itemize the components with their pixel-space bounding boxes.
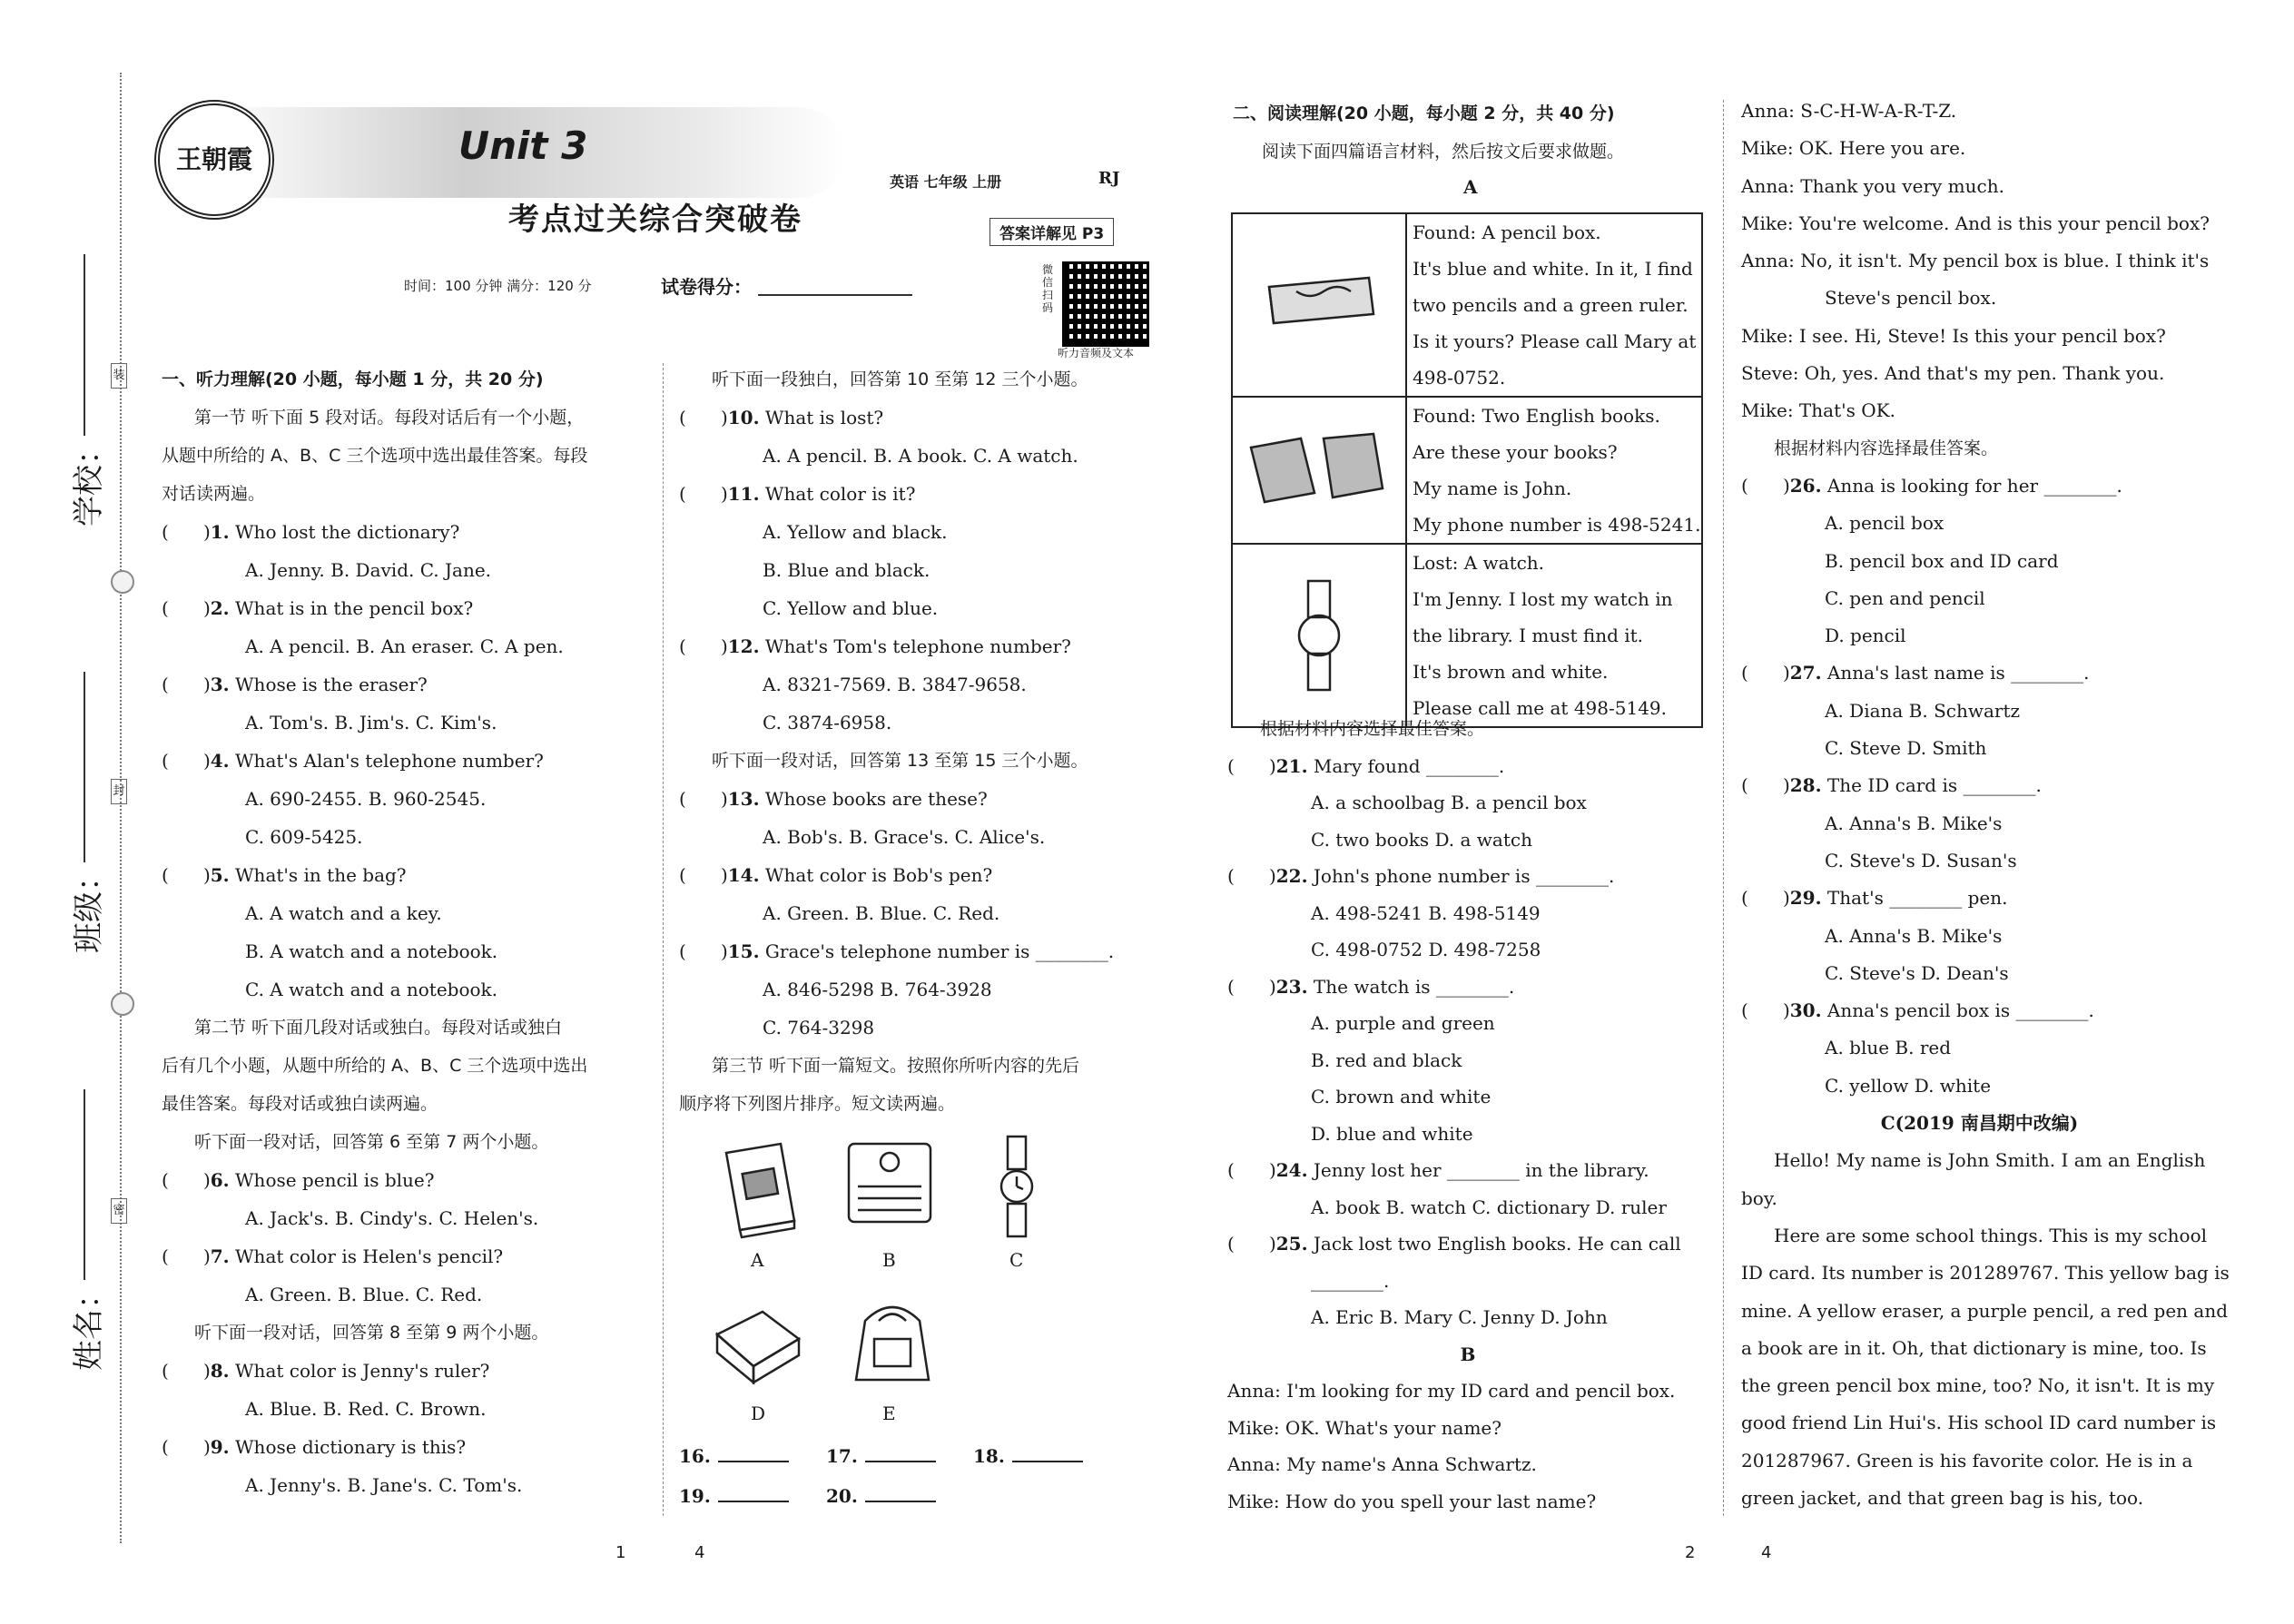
q5-option-c: C. A watch and a notebook.	[245, 979, 498, 1000]
binding-dotted-line	[120, 73, 122, 1543]
s1-intro-1: 第一节 听下面 5 段对话。每段对话后有一个小题，	[194, 408, 585, 428]
q11-option-b: B. Blue and black.	[763, 559, 930, 581]
class-label: 班级：	[71, 861, 107, 953]
b-dialogue-5: Anna: S-C-H-W-A-R-T-Z.	[1741, 100, 1957, 122]
q2-options: A. A pencil. B. An eraser. C. A pen.	[245, 635, 564, 657]
grade-info: 英语 七年级 上册	[890, 173, 1002, 191]
q30-options-1: A. blue B. red	[1825, 1037, 1952, 1059]
question-5: ( )5. What's in the bag?	[162, 864, 407, 886]
notice-1-line-2: It's blue and white. In it, I find	[1413, 258, 1693, 280]
question-8: ( )8. What color is Jenny's ruler?	[162, 1360, 490, 1382]
school-line	[84, 254, 85, 436]
picture-label-b: B	[882, 1249, 896, 1271]
notice-2-line-4: My phone number is 498-5241.	[1413, 514, 1701, 536]
q21-options-1: A. a schoolbag B. a pencil box	[1311, 792, 1587, 813]
q30-options-2: C. yellow D. white	[1825, 1074, 1992, 1097]
c-paragraph-line-2: boy.	[1741, 1186, 1777, 1209]
s2-dialogue-2: 听下面一段对话，回答第 8 至第 9 两个小题。	[194, 1323, 549, 1343]
column-1	[162, 360, 647, 1504]
qr-bottom-caption: 听力音频及文本	[1058, 347, 1135, 359]
question-26: ( )26. Anna is looking for her ________.	[1741, 474, 2122, 497]
notice-3-line-4: It's brown and white.	[1413, 661, 1609, 683]
q23-option-b: B. red and black	[1311, 1048, 1462, 1071]
notice-2-text	[1406, 397, 1702, 544]
s3-intro-1: 第三节 听下面一篇短文。按照你所听内容的先后	[712, 1056, 1080, 1076]
passage-c-title: C(2019 南昌期中改编)	[1880, 1112, 2079, 1135]
question-7: ( )7. What color is Helen's pencil?	[162, 1245, 504, 1267]
binding-box-3: 密	[111, 1198, 127, 1224]
column-separator-3	[1723, 100, 1724, 1516]
notice-2-line-1: Found: Two English books.	[1413, 405, 1660, 427]
b-dialogue-6: Mike: OK. Here you are.	[1741, 137, 1966, 160]
question-6: ( )6. Whose pencil is blue?	[162, 1169, 435, 1191]
question-10: ( )10. What is lost?	[679, 407, 884, 428]
b-dialogue-2: Mike: OK. What's your name?	[1227, 1416, 1501, 1439]
q5-option-b: B. A watch and a notebook.	[245, 940, 498, 962]
a-instruction: 根据材料内容选择最佳答案。	[1260, 719, 1485, 739]
notice-2-line-2: Are these your books?	[1413, 441, 1618, 463]
answer-blank-20[interactable]: 20.	[826, 1485, 936, 1507]
b-instruction: 根据材料内容选择最佳答案。	[1774, 438, 1999, 458]
q6-options: A. Jack's. B. Cindy's. C. Helen's.	[245, 1207, 539, 1229]
q21-options-2: C. two books D. a watch	[1311, 828, 1532, 851]
binding-box-2: 封	[111, 779, 127, 804]
q11-option-a: A. Yellow and black.	[763, 521, 948, 543]
answer-ref: 答案详解见 P3	[989, 218, 1114, 246]
picture-label-a: A	[751, 1249, 764, 1271]
answer-blank-18[interactable]: 18.	[973, 1445, 1083, 1467]
notice-3-line-5: Please call me at 498-5149.	[1413, 697, 1668, 719]
notice-2-line-3: My name is John.	[1413, 477, 1572, 499]
question-14: ( )14. What color is Bob's pen?	[679, 864, 993, 886]
q27-options-1: A. Diana B. Schwartz	[1825, 699, 2021, 722]
question-25: ( )25. Jack lost two English books. He can call	[1227, 1233, 1681, 1255]
question-12: ( )12. What's Tom's telephone number?	[679, 635, 1071, 657]
page-number-left-1: 1	[615, 1543, 626, 1562]
q7-options: A. Green. B. Blue. C. Red.	[245, 1284, 483, 1305]
notice-3-line-3: the library. I must find it.	[1413, 625, 1644, 646]
notice-2-image	[1232, 397, 1406, 544]
q29-options-1: A. Anna's B. Mike's	[1825, 924, 2003, 947]
s2-dialogue-3: 听下面一段对话，回答第 13 至第 15 三个小题。	[712, 751, 1088, 771]
q8-options: A. Blue. B. Red. C. Brown.	[245, 1398, 487, 1420]
q28-options-2: C. Steve's D. Susan's	[1825, 849, 2017, 871]
question-13: ( )13. Whose books are these?	[679, 788, 988, 810]
qr-side-caption: 微信扫码	[1042, 263, 1054, 314]
q12-options-2: C. 3874-6958.	[763, 712, 892, 733]
q25-options: A. Eric B. Mary C. Jenny D. John	[1311, 1306, 1608, 1328]
q25-continuation: ________.	[1311, 1269, 1390, 1292]
q9-options: A. Jenny's. B. Jane's. C. Tom's.	[245, 1474, 523, 1496]
question-27: ( )27. Anna's last name is ________.	[1741, 662, 2090, 684]
q26-option-a: A. pencil box	[1825, 512, 1944, 535]
notice-1-image	[1232, 213, 1406, 397]
page-number-right-1: 2	[1685, 1543, 1696, 1562]
question-29: ( )29. That's ________ pen.	[1741, 887, 2008, 910]
question-9: ( )9. Whose dictionary is this?	[162, 1436, 467, 1458]
class-line	[84, 672, 85, 862]
b-dialogue-12: Steve: Oh, yes. And that's my pen. Thank you.	[1741, 362, 2165, 385]
q5-option-a: A. A watch and a key.	[245, 902, 442, 924]
binding-seal-1	[111, 570, 134, 594]
q23-option-c: C. brown and white	[1311, 1086, 1492, 1107]
b-dialogue-10: Steve's pencil box.	[1825, 287, 1997, 310]
c-paragraph-line-4: ID card. Its number is 201289767. This yellow bag is	[1741, 1262, 2230, 1284]
picture-label-d: D	[751, 1403, 766, 1424]
question-3: ( )3. Whose is the eraser?	[162, 674, 428, 695]
c-paragraph-line-7: the green pencil box mine, too? No, it isn't. It is my	[1741, 1374, 2215, 1397]
page-number-right-2: 4	[1761, 1543, 1772, 1562]
q3-options: A. Tom's. B. Jim's. C. Kim's.	[245, 712, 497, 733]
qr-code	[1062, 261, 1149, 347]
watch-icon	[1233, 545, 1405, 717]
question-11: ( )11. What color is it?	[679, 483, 916, 505]
c-paragraph-line-8: good friend Lin Hui's. His school ID card number is	[1741, 1412, 2217, 1434]
question-30: ( )30. Anna's pencil box is ________.	[1741, 999, 2094, 1022]
notice-1-line-3: two pencils and a green ruler.	[1413, 294, 1689, 316]
picture-label-c: C	[1009, 1249, 1024, 1271]
notice-3-line-2: I'm Jenny. I lost my watch in	[1413, 588, 1673, 610]
question-21: ( )21. Mary found ________.	[1227, 754, 1505, 777]
answer-blank-16[interactable]: 16.	[679, 1445, 789, 1467]
page-number-left-2: 4	[694, 1543, 705, 1562]
picture-e-schoolbag-icon	[842, 1294, 942, 1389]
q13-options: A. Bob's. B. Grace's. C. Alice's.	[763, 826, 1046, 848]
c-paragraph-line-9: 201287967. Green is his favorite color. He is in a	[1741, 1449, 2193, 1471]
edition-badge: RJ	[1098, 169, 1120, 188]
q26-option-b: B. pencil box and ID card	[1825, 549, 2059, 572]
q28-options-1: A. Anna's B. Mike's	[1825, 812, 2003, 834]
s2-intro-1: 第二节 听下面几段对话或独白。每段对话或独白	[194, 1018, 563, 1038]
brand-logo	[154, 100, 274, 220]
name-label: 姓名：	[71, 1278, 107, 1371]
question-4: ( )4. What's Alan's telephone number?	[162, 750, 544, 772]
notice-1-line-4: Is it yours? Please call Mary at	[1413, 330, 1697, 352]
s1-intro-2: 从题中所给的 A、B、C 三个选项中选出最佳答案。每段	[162, 446, 588, 466]
part1-heading: 一、听力理解(20 小题，每小题 1 分，共 20 分)	[162, 369, 544, 389]
q26-option-c: C. pen and pencil	[1825, 586, 1985, 609]
brand-logo-text: 王朝霞	[175, 144, 252, 174]
b-dialogue-8: Mike: You're welcome. And is this your pencil box?	[1741, 212, 2210, 234]
s2-monologue: 听下面一段独白，回答第 10 至第 12 三个小题。	[712, 369, 1088, 389]
picture-b-id-card-icon	[844, 1137, 935, 1227]
part2-intro: 阅读下面四篇语言材料，然后按文后要求做题。	[1262, 142, 1625, 162]
q14-options: A. Green. B. Blue. C. Red.	[763, 902, 1000, 924]
passage-b-title: B	[1460, 1343, 1476, 1365]
question-2: ( )2. What is in the pencil box?	[162, 597, 474, 619]
q4-options-2: C. 609-5425.	[245, 826, 363, 848]
c-paragraph-line-3: Here are some school things. This is my school	[1774, 1224, 2208, 1246]
picture-d-dictionary-icon	[708, 1303, 803, 1389]
column-3	[1227, 711, 1708, 1520]
question-23: ( )23. The watch is ________.	[1227, 975, 1515, 998]
q10-options: A. A pencil. B. A book. C. A watch.	[763, 445, 1078, 467]
c-paragraph-line-1: Hello! My name is John Smith. I am an English	[1774, 1149, 2206, 1172]
score-label: 试卷得分：	[661, 276, 752, 298]
notice-1-text	[1406, 213, 1702, 397]
b-dialogue-13: Mike: That's OK.	[1741, 399, 1895, 422]
paper-subtitle: 考点过关综合突破卷	[508, 202, 802, 238]
question-15: ( )15. Grace's telephone number is ________.	[679, 940, 1115, 962]
q15-options-1: A. 846-5298 B. 764-3928	[763, 979, 992, 1000]
score-line	[758, 294, 912, 296]
question-24: ( )24. Jenny lost her ________ in the library.	[1227, 1159, 1649, 1181]
q15-options-2: C. 764-3298	[763, 1017, 875, 1038]
picture-a-book-icon	[713, 1139, 803, 1239]
answer-blank-19[interactable]: 19.	[679, 1485, 789, 1507]
b-dialogue-3: Anna: My name's Anna Schwartz.	[1227, 1453, 1537, 1475]
picture-c-watch-icon	[994, 1135, 1039, 1239]
question-1: ( )1. Who lost the dictionary?	[162, 521, 460, 543]
q27-options-2: C. Steve D. Smith	[1825, 737, 1987, 760]
c-paragraph-line-5: mine. A yellow eraser, a purple pencil, a red pen and	[1741, 1299, 2229, 1322]
q29-options-2: C. Steve's D. Dean's	[1825, 961, 2009, 984]
q22-options-2: C. 498-0752 D. 498-7258	[1311, 939, 1541, 960]
notice-table	[1231, 212, 1703, 728]
b-dialogue-9: Anna: No, it isn't. My pencil box is blue. I think it's	[1741, 250, 2210, 272]
unit-title: Unit 3	[458, 123, 588, 168]
b-dialogue-4: Mike: How do you spell your last name?	[1227, 1490, 1597, 1512]
q1-options: A. Jenny. B. David. C. Jane.	[245, 559, 492, 581]
school-label: 学校：	[71, 434, 107, 527]
c-paragraph-line-10: green jacket, and that green bag is his, too.	[1741, 1486, 2144, 1509]
column-2	[679, 360, 1151, 1123]
pencil-box-icon	[1233, 214, 1405, 387]
s3-intro-2: 顺序将下列图片排序。短文读两遍。	[679, 1094, 956, 1114]
binding-box-1: 装	[111, 363, 127, 389]
q22-options-1: A. 498-5241 B. 498-5149	[1311, 901, 1541, 924]
binding-seal-2	[111, 992, 134, 1016]
s2-intro-2: 后有几个小题，从题中所给的 A、B、C 三个选项中选出	[162, 1056, 588, 1076]
b-dialogue-1: Anna: I'm looking for my ID card and pencil box.	[1227, 1380, 1676, 1402]
column-4	[1741, 93, 2230, 1517]
notice-1-line-1: Found: A pencil box.	[1413, 221, 1601, 243]
picture-label-e: E	[882, 1403, 896, 1424]
s2-dialogue-1: 听下面一段对话，回答第 6 至第 7 两个小题。	[194, 1132, 549, 1152]
passage-a-title: A	[1463, 176, 1478, 198]
q23-option-a: A. purple and green	[1311, 1012, 1495, 1034]
s1-intro-3: 对话读两遍。	[162, 484, 266, 504]
b-dialogue-7: Anna: Thank you very much.	[1741, 174, 2004, 197]
question-28: ( )28. The ID card is ________.	[1741, 774, 2042, 797]
english-books-icon	[1233, 398, 1405, 534]
part2-heading: 二、阅读理解(20 小题，每小题 2 分，共 40 分)	[1233, 103, 1615, 123]
c-paragraph-line-6: a book are in it. Oh, that dictionary is mine, too. Is	[1741, 1336, 2207, 1359]
notice-3-text	[1406, 544, 1702, 727]
b-dialogue-11: Mike: I see. Hi, Steve! Is this your pencil box?	[1741, 324, 2166, 347]
q24-options: A. book B. watch C. dictionary D. ruler	[1311, 1196, 1667, 1218]
q23-option-d: D. blue and white	[1311, 1122, 1473, 1145]
notice-3-line-1: Lost: A watch.	[1413, 552, 1545, 574]
q11-option-c: C. Yellow and blue.	[763, 597, 939, 619]
notice-1-line-5: 498-0752.	[1413, 367, 1506, 389]
q26-option-d: D. pencil	[1825, 625, 1906, 647]
time-info: 时间：100 分钟 满分：120 分	[404, 278, 592, 294]
q4-options-1: A. 690-2455. B. 960-2545.	[245, 788, 487, 810]
notice-3-image	[1232, 544, 1406, 727]
answer-blank-17[interactable]: 17.	[826, 1445, 936, 1467]
name-line	[84, 1089, 85, 1280]
q12-options-1: A. 8321-7569. B. 3847-9658.	[763, 674, 1027, 695]
column-separator-1	[663, 363, 664, 1516]
question-22: ( )22. John's phone number is ________.	[1227, 865, 1615, 887]
s2-intro-3: 最佳答案。每段对话或独白读两遍。	[162, 1094, 438, 1114]
